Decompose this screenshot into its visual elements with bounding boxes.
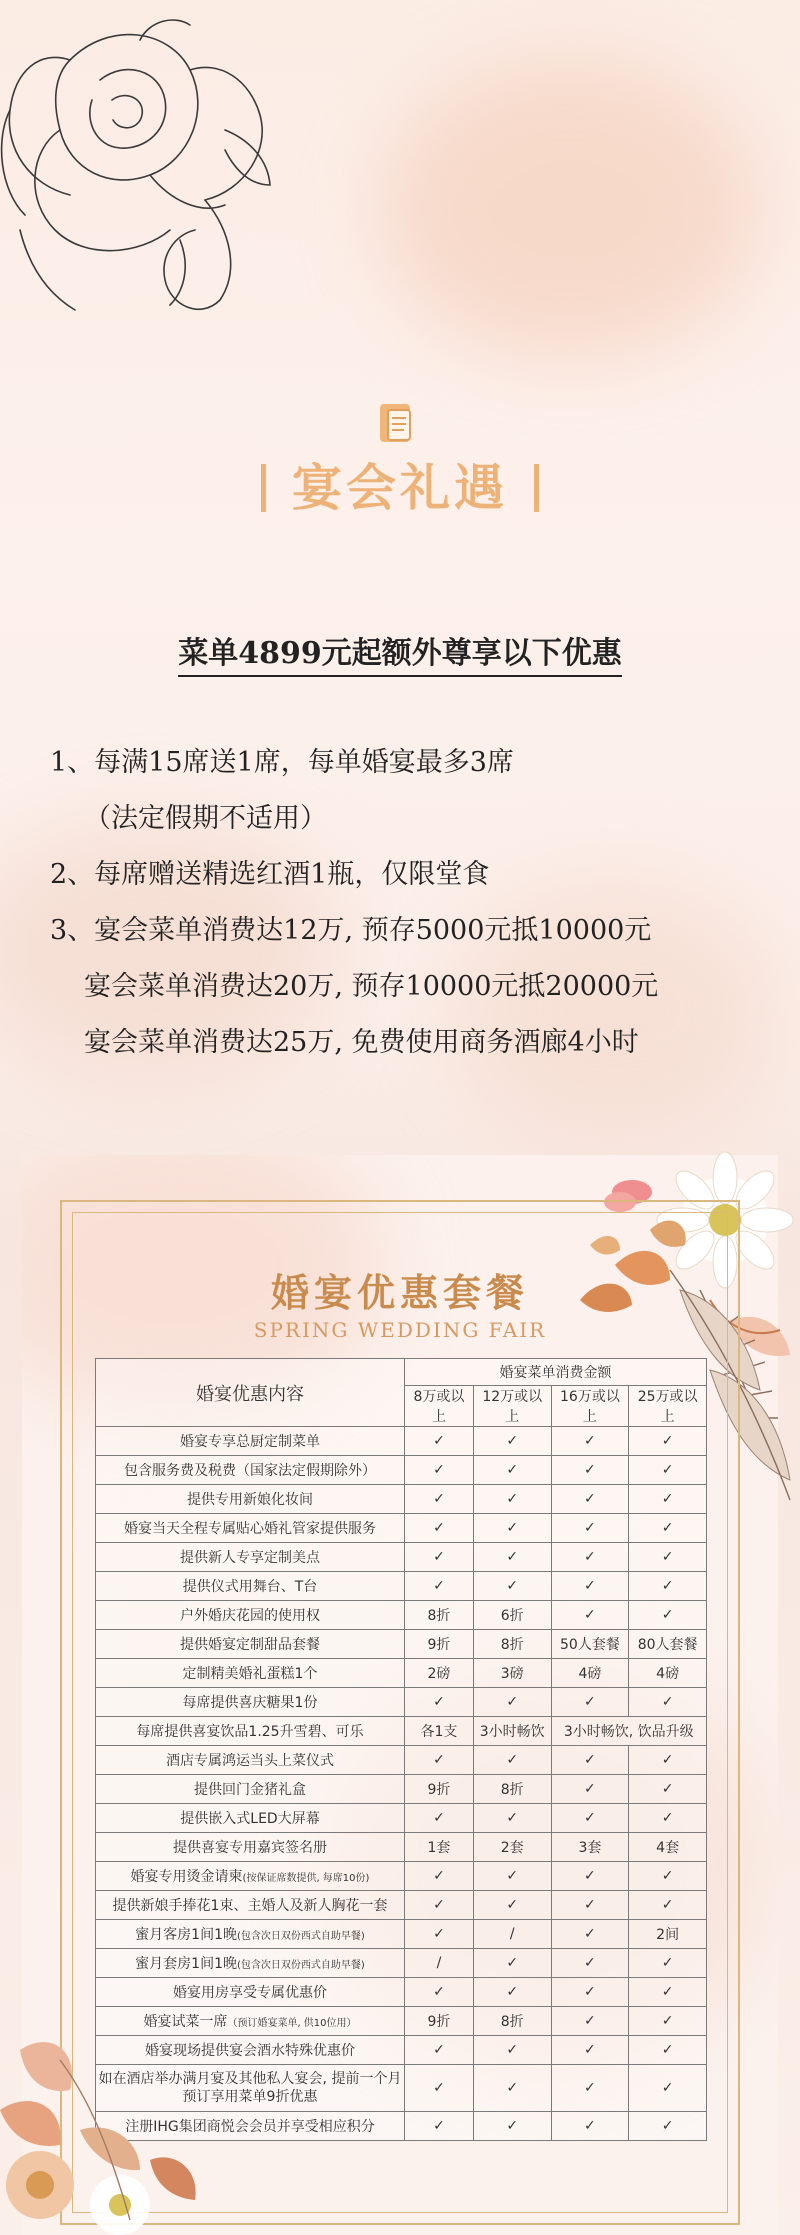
title-divider [534, 464, 539, 512]
offer-item [96, 1456, 405, 1485]
offer-item-note: (包含次日双份西式自助早餐) [237, 1960, 365, 1971]
title-divider [261, 464, 266, 512]
offer-item [96, 1978, 405, 2007]
tier-cell: ✓ [551, 1804, 629, 1833]
section-title-text: 宴会礼遇 [292, 459, 508, 517]
offer-item-text: 提供新人专享定制美点 [180, 1550, 320, 1566]
tier-cell: 2套 [473, 1833, 551, 1862]
tier-cell: ✓ [551, 1688, 629, 1717]
tier-cell: ✓ [629, 1891, 707, 1920]
offer-item-text: 如在酒店举办满月宴及其他私人宴会, 提前一个月预订享用菜单9折优惠 [98, 2071, 402, 2105]
table-row [96, 1978, 707, 2007]
tier-cell: ✓ [405, 1485, 474, 1514]
offer-item-text: 酒店专属鸿运当头上菜仪式 [166, 1753, 334, 1769]
tier-cell: ✓ [473, 1572, 551, 1601]
section-title [0, 448, 800, 520]
floral-decoration-icon [0, 2020, 220, 2235]
tier-cell: ✓ [405, 1978, 474, 2007]
offer-item [96, 1891, 405, 1920]
offer-item-text: 提供仪式用舞台、T台 [182, 1579, 318, 1595]
table-row [96, 1456, 707, 1485]
offer-item [96, 1601, 405, 1630]
tier-cell: ✓ [405, 1746, 474, 1775]
table-header-group: 婚宴菜单消费金额 [405, 1359, 707, 1386]
benefit-item: 2、每席赠送精选红酒1瓶，仅限堂食 [50, 859, 490, 890]
tier-header: 16万或以上 [551, 1386, 629, 1427]
tier-cell: ✓ [629, 1543, 707, 1572]
table-row [96, 1514, 707, 1543]
tier-cell: ✓ [629, 1978, 707, 2007]
tier-cell: 4套 [629, 1833, 707, 1862]
offer-item-text: 婚宴用房享受专属优惠价 [173, 1985, 327, 2001]
offer-item-text: 婚宴当天全程专属贴心婚礼管家提供服务 [124, 1521, 376, 1537]
offer-item-text: 婚宴现场提供宴会酒水特殊优惠价 [145, 2043, 355, 2059]
rose-line-drawing-icon [0, 0, 290, 320]
table-row [96, 1746, 707, 1775]
offer-item-text: 提供专用新娘化妆间 [187, 1492, 313, 1508]
offer-item-text: 蜜月套房1间1晚 [135, 1956, 237, 1972]
tier-cell: ✓ [629, 1601, 707, 1630]
tier-cell: ✓ [551, 2036, 629, 2065]
offer-headline-text: 菜单4899元起额外尊享以下优惠 [178, 636, 622, 677]
tier-cell: ✓ [405, 1456, 474, 1485]
tier-cell: ✓ [473, 2112, 551, 2141]
tier-cell: ✓ [551, 2065, 629, 2112]
tier-cell: 8折 [473, 1775, 551, 1804]
offer-item-note: （预订婚宴菜单, 供10位用） [227, 2018, 357, 2029]
offer-item-text: 户外婚庆花园的使用权 [180, 1608, 320, 1624]
offer-item [96, 1630, 405, 1659]
offer-item-text: 婚宴试菜一席 [143, 2014, 228, 2030]
table-row [96, 1862, 707, 1891]
tier-cell: ✓ [551, 1746, 629, 1775]
tier-cell: ✓ [629, 1949, 707, 1978]
tier-cell: / [405, 1949, 474, 1978]
tier-cell: ✓ [551, 1601, 629, 1630]
tier-cell: ✓ [551, 1978, 629, 2007]
tier-cell: ✓ [473, 1949, 551, 1978]
tier-cell: 3小时畅饮 [473, 1717, 551, 1746]
tier-cell: ✓ [473, 1804, 551, 1833]
tier-cell: ✓ [405, 1688, 474, 1717]
tier-cell: ✓ [405, 2065, 474, 2112]
tier-cell: ✓ [405, 1891, 474, 1920]
tier-cell: ✓ [629, 2112, 707, 2141]
offer-item [96, 1833, 405, 1862]
tier-cell: ✓ [473, 1746, 551, 1775]
offer-item-text: 蜜月客房1间1晚 [135, 1927, 237, 1943]
tier-cell: ✓ [473, 1978, 551, 2007]
tier-cell: 3套 [551, 1833, 629, 1862]
tier-cell: 8折 [405, 1601, 474, 1630]
offer-item-text: 注册IHG集团商悦会会员并享受相应积分 [125, 2119, 375, 2135]
tier-cell: 9折 [405, 1775, 474, 1804]
table-row [96, 1572, 707, 1601]
tier-cell: ✓ [405, 1804, 474, 1833]
offer-item-text: 提供喜宴专用嘉宾签名册 [173, 1840, 327, 1856]
tier-cell: ✓ [405, 1543, 474, 1572]
tier-cell: 6折 [473, 1601, 551, 1630]
tier-cell: ✓ [551, 1514, 629, 1543]
tier-cell: ✓ [551, 1456, 629, 1485]
benefit-item: 1、每满15席送1席，每单婚宴最多3席 [50, 747, 514, 778]
tier-cell: 各1支 [405, 1717, 474, 1746]
offer-item-note: (包含次日双份西式自助早餐) [237, 1931, 365, 1942]
tier-cell: ✓ [405, 2036, 474, 2065]
tier-cell: 50人套餐 [551, 1630, 629, 1659]
table-row [96, 1659, 707, 1688]
offer-item [96, 1746, 405, 1775]
table-row [96, 1949, 707, 1978]
tier-cell: ✓ [551, 1920, 629, 1949]
offer-item-text: 提供嵌入式LED大屏幕 [180, 1811, 320, 1827]
tier-cell: / [473, 1920, 551, 1949]
offer-item-text: 婚宴专享总厨定制菜单 [180, 1434, 320, 1450]
benefit-note: （法定假期不适用） [84, 803, 327, 834]
offer-item [96, 1949, 405, 1978]
offer-item-note: (按保证席数提供, 每席10份) [242, 1873, 370, 1884]
offer-item [96, 1717, 405, 1746]
benefit-list [50, 735, 658, 1071]
tier-cell: 3磅 [473, 1659, 551, 1688]
tier-cell: ✓ [551, 1775, 629, 1804]
table-row [96, 1543, 707, 1572]
tier-cell: ✓ [629, 1804, 707, 1833]
tier-cell: 8折 [473, 2007, 551, 2036]
table-row [96, 1891, 707, 1920]
offer-item [96, 1514, 405, 1543]
table-row [96, 1775, 707, 1804]
table-row [96, 1920, 707, 1949]
tier-cell: ✓ [629, 1485, 707, 1514]
tier-cell: 2磅 [405, 1659, 474, 1688]
tier-cell: ✓ [629, 1514, 707, 1543]
table-row [96, 1833, 707, 1862]
tier-cell: 4磅 [551, 1659, 629, 1688]
table-row [96, 1427, 707, 1456]
tier-cell: 80人套餐 [629, 1630, 707, 1659]
tier-cell: ✓ [551, 1543, 629, 1572]
offer-item [96, 1427, 405, 1456]
tier-cell: ✓ [473, 1543, 551, 1572]
tier-cell: 3小时畅饮, 饮品升级 [551, 1717, 706, 1746]
tier-cell: ✓ [629, 2036, 707, 2065]
table-row [96, 1688, 707, 1717]
offer-item [96, 1572, 405, 1601]
offer-item-text: 包含服务费及税费（国家法定假期除外） [124, 1463, 376, 1479]
tier-cell: ✓ [629, 1746, 707, 1775]
tier-cell: ✓ [551, 1949, 629, 1978]
offer-item [96, 1688, 405, 1717]
offer-item [96, 1920, 405, 1949]
tier-cell: ✓ [629, 1775, 707, 1804]
offer-item [96, 1775, 405, 1804]
tier-cell: ✓ [473, 1427, 551, 1456]
tier-cell: ✓ [473, 1456, 551, 1485]
offer-item [96, 1485, 405, 1514]
offer-item-text: 提供新娘手捧花1束、主婚人及新人胸花一套 [112, 1898, 388, 1914]
tier-cell: 9折 [405, 1630, 474, 1659]
offer-item-text: 每席提供喜庆糖果1份 [182, 1695, 318, 1711]
tier-cell: 8折 [473, 1630, 551, 1659]
tier-cell: ✓ [405, 1862, 474, 1891]
table-row [96, 1717, 707, 1746]
tier-cell: ✓ [629, 1427, 707, 1456]
package-title: 婚宴优惠套餐 [270, 1270, 529, 1315]
tier-cell: 2间 [629, 1920, 707, 1949]
wax-seal-icon [374, 400, 420, 446]
tier-cell: ✓ [629, 2007, 707, 2036]
table-row [96, 1601, 707, 1630]
benefit-item: 宴会菜单消费达25万, 免费使用商务酒廊4小时 [84, 1027, 639, 1058]
table-row [96, 1630, 707, 1659]
tier-header: 25万或以上 [629, 1386, 707, 1427]
watercolor-wash [380, 60, 760, 360]
tier-cell: ✓ [629, 1688, 707, 1717]
tier-cell: ✓ [405, 1514, 474, 1543]
tier-header: 8万或以上 [405, 1386, 474, 1427]
offer-item-text: 定制精美婚礼蛋糕1个 [182, 1666, 318, 1682]
offer-item-text: 提供婚宴定制甜品套餐 [180, 1637, 320, 1653]
tier-cell: ✓ [473, 1485, 551, 1514]
tier-cell: ✓ [473, 1891, 551, 1920]
offer-item [96, 1659, 405, 1688]
tier-cell: 9折 [405, 2007, 474, 2036]
tier-cell: ✓ [629, 2065, 707, 2112]
tier-cell: ✓ [629, 1572, 707, 1601]
offer-item [96, 1862, 405, 1891]
tier-cell: ✓ [629, 1862, 707, 1891]
tier-cell: ✓ [473, 2065, 551, 2112]
tier-cell: ✓ [473, 1688, 551, 1717]
tier-cell: ✓ [405, 1920, 474, 1949]
tier-cell: ✓ [551, 1485, 629, 1514]
tier-cell: ✓ [551, 1572, 629, 1601]
tier-cell: ✓ [551, 1862, 629, 1891]
offer-item-text: 每席提供喜宴饮品1.25升雪碧、可乐 [136, 1724, 364, 1740]
tier-cell: 1套 [405, 1833, 474, 1862]
tier-cell: 4磅 [629, 1659, 707, 1688]
tier-cell: ✓ [405, 2112, 474, 2141]
offer-item-text: 提供回门金猪礼盒 [194, 1782, 306, 1798]
tier-cell: ✓ [473, 2036, 551, 2065]
offer-item [96, 1543, 405, 1572]
table-row [96, 1485, 707, 1514]
tier-cell: ✓ [405, 1572, 474, 1601]
tier-cell: ✓ [551, 1891, 629, 1920]
tier-cell: ✓ [551, 1427, 629, 1456]
tier-header: 12万或以上 [473, 1386, 551, 1427]
tier-cell: ✓ [551, 2007, 629, 2036]
benefit-item: 宴会菜单消费达20万, 预存10000元抵20000元 [84, 971, 659, 1002]
benefit-item: 3、宴会菜单消费达12万, 预存5000元抵10000元 [50, 915, 652, 946]
package-subtitle: SPRING WEDDING FAIR [253, 1318, 547, 1342]
table-row [96, 1804, 707, 1833]
tier-cell: ✓ [405, 1427, 474, 1456]
tier-cell: ✓ [629, 1456, 707, 1485]
tier-cell: ✓ [473, 1514, 551, 1543]
offer-item-text: 婚宴专用烫金请柬 [130, 1869, 243, 1885]
offer-headline [0, 628, 800, 672]
offer-item [96, 1804, 405, 1833]
tier-cell: ✓ [551, 2112, 629, 2141]
table-header-item: 婚宴优惠内容 [96, 1359, 405, 1427]
tier-cell: ✓ [473, 1862, 551, 1891]
